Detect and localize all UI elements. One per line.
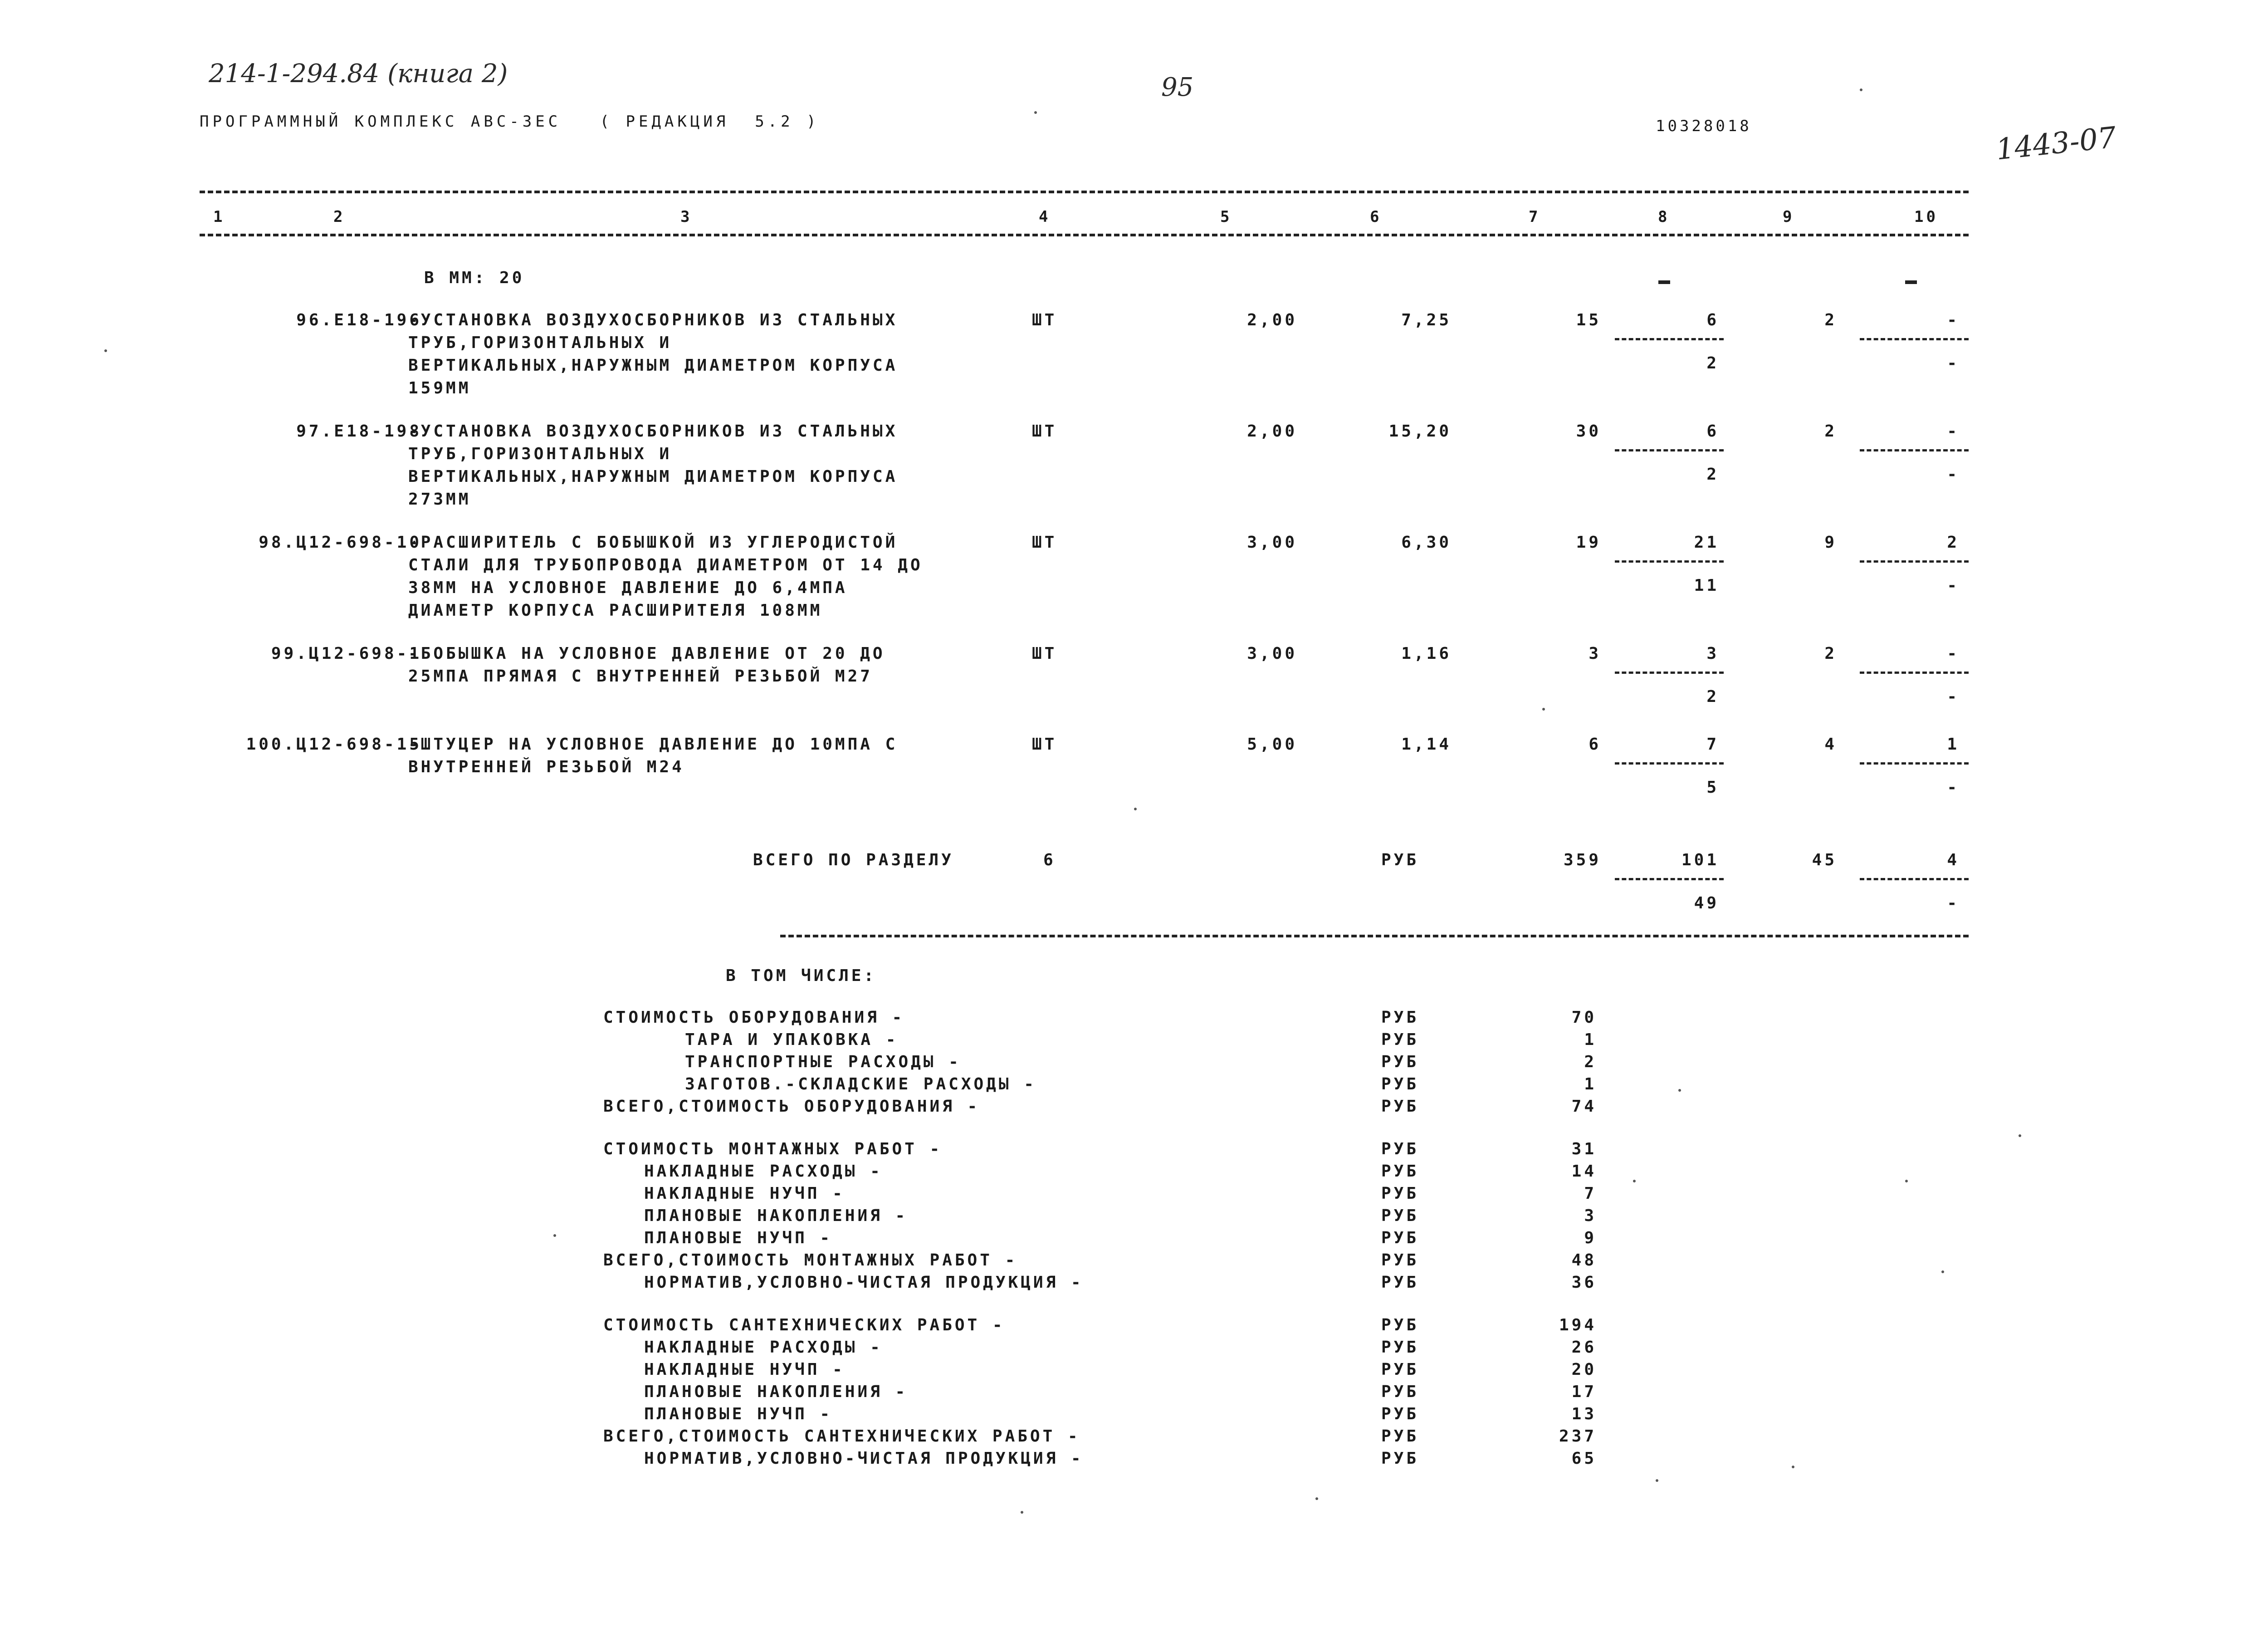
section-total-col10-rule	[1860, 878, 1969, 880]
section-total-value: 359	[1563, 851, 1601, 869]
column-number: 8	[1658, 208, 1670, 226]
row-col8-bottom: 5	[1706, 778, 1719, 797]
breakdown-label: НОРМАТИВ,УСЛОВНО-ЧИСТАЯ ПРОДУКЦИЯ -	[644, 1449, 1084, 1468]
breakdown-unit: РУБ	[1381, 1053, 1419, 1071]
row-col9: 2	[1824, 422, 1837, 441]
column-number: 5	[1220, 208, 1232, 226]
breakdown-value: 2	[1584, 1053, 1597, 1071]
page-number: 95	[1161, 73, 1194, 102]
row-col9: 2	[1824, 311, 1837, 329]
breakdown-value: 14	[1571, 1162, 1597, 1181]
breakdown-unit: РУБ	[1381, 1184, 1419, 1203]
section-total-label: ВСЕГО ПО РАЗДЕЛУ	[753, 851, 954, 869]
row-code: 96.Е18-196	[296, 311, 422, 329]
breakdown-unit: РУБ	[1381, 1140, 1419, 1158]
breakdown-value: 20	[1571, 1360, 1597, 1379]
row-col8-bottom: 2	[1706, 354, 1719, 373]
row-col8-rule	[1615, 762, 1724, 765]
row-col10-top: -	[1947, 311, 1960, 329]
program-title: ПРОГРАММНЫЙ КОМПЛЕКС АВС-3ЕС ( РЕДАКЦИЯ 5.2 )	[200, 113, 820, 131]
column-number: 2	[333, 208, 346, 226]
row-total: 19	[1576, 533, 1601, 552]
column-number: 10	[1914, 208, 1938, 226]
section-note: В ММ: 20	[424, 269, 525, 287]
row-col8-top: 7	[1706, 735, 1719, 754]
row-total: 3	[1589, 644, 1601, 663]
row-col8-rule	[1615, 449, 1724, 451]
row-unit: ШТ	[1032, 735, 1057, 754]
row-unit: ШТ	[1032, 311, 1057, 329]
breakdown-unit: РУБ	[1381, 1273, 1419, 1292]
row-col10-top: 2	[1947, 533, 1960, 552]
row-col10-bottom: -	[1947, 687, 1960, 706]
section-total-col8-top: 101	[1681, 851, 1719, 869]
section-total-unit: РУБ	[1381, 851, 1419, 869]
section-total-col8-bottom: 49	[1694, 894, 1719, 912]
row-unit-price: 1,14	[1401, 735, 1452, 754]
breakdown-unit: РУБ	[1381, 1008, 1419, 1027]
row-unit-price: 1,16	[1401, 644, 1452, 663]
row-col8-bottom: 11	[1694, 576, 1719, 595]
breakdown-label: ЗАГОТОВ.-СКЛАДСКИЕ РАСХОДЫ -	[685, 1075, 1036, 1094]
row-description-line: ТРУБ,ГОРИЗОНТАЛЬНЫХ И	[408, 333, 672, 352]
breakdown-unit: РУБ	[1381, 1427, 1419, 1446]
breakdown-unit: РУБ	[1381, 1206, 1419, 1225]
row-code: 97.Е18-198	[296, 422, 422, 441]
row-description-line: ТРУБ,ГОРИЗОНТАЛЬНЫХ И	[408, 445, 672, 463]
breakdown-value: 13	[1571, 1405, 1597, 1423]
row-description-line: -БОБЫШКА НА УСЛОВНОЕ ДАВЛЕНИЕ ОТ 20 ДО	[408, 644, 885, 663]
breakdown-value: 194	[1559, 1316, 1597, 1334]
row-col10-rule	[1860, 672, 1969, 674]
row-col10-top: -	[1947, 422, 1960, 441]
row-col10-rule	[1860, 449, 1969, 451]
row-description-line: 25МПА ПРЯМАЯ С ВНУТРЕННЕЙ РЕЗЬБОЙ М27	[408, 667, 873, 686]
breakdown-value: 36	[1571, 1273, 1597, 1292]
dash-mark	[1658, 280, 1670, 284]
column-number: 6	[1370, 208, 1382, 226]
row-col10-bottom: -	[1947, 778, 1960, 797]
row-quantity: 3,00	[1247, 644, 1297, 663]
row-description-line: -ШТУЦЕР НА УСЛОВНОЕ ДАВЛЕНИЕ ДО 10МПА С	[408, 735, 898, 754]
row-code: 100.Ц12-698-15	[246, 735, 422, 754]
row-col8-top: 6	[1706, 422, 1719, 441]
breakdown-label: НАКЛАДНЫЕ НУЧП -	[644, 1184, 845, 1203]
breakdown-label: СТОИМОСТЬ САНТЕХНИЧЕСКИХ РАБОТ -	[603, 1316, 1005, 1334]
section-total-rule	[780, 935, 1969, 937]
row-unit-price: 6,30	[1401, 533, 1452, 552]
table-header-rule	[200, 234, 1969, 236]
row-description-line: ВНУТРЕННЕЙ РЕЗЬБОЙ М24	[408, 758, 684, 776]
breakdown-label: СТОИМОСТЬ МОНТАЖНЫХ РАБОТ -	[603, 1140, 943, 1158]
breakdown-unit: РУБ	[1381, 1405, 1419, 1423]
breakdown-value: 7	[1584, 1184, 1597, 1203]
archive-stamp: 1443-07	[1994, 121, 2118, 167]
breakdown-label: ВСЕГО,СТОИМОСТЬ ОБОРУДОВАНИЯ -	[603, 1097, 980, 1116]
column-number: 1	[213, 208, 225, 226]
breakdown-unit: РУБ	[1381, 1338, 1419, 1357]
breakdown-unit: РУБ	[1381, 1162, 1419, 1181]
breakdown-label: ПЛАНОВЫЕ НАКОПЛЕНИЯ -	[644, 1206, 908, 1225]
row-unit: ШТ	[1032, 644, 1057, 663]
breakdown-unit: РУБ	[1381, 1075, 1419, 1094]
breakdown-label: ПЛАНОВЫЕ НАКОПЛЕНИЯ -	[644, 1383, 908, 1401]
breakdown-unit: РУБ	[1381, 1449, 1419, 1468]
breakdown-label: НАКЛАДНЫЕ РАСХОДЫ -	[644, 1338, 883, 1357]
row-unit: ШТ	[1032, 422, 1057, 441]
dash-mark	[1905, 280, 1917, 284]
row-col10-bottom: -	[1947, 354, 1960, 373]
row-col8-rule	[1615, 338, 1724, 340]
column-number: 7	[1529, 208, 1541, 226]
row-col10-rule	[1860, 338, 1969, 340]
row-description-line: ВЕРТИКАЛЬНЫХ,НАРУЖНЫМ ДИАМЕТРОМ КОРПУСА	[408, 356, 898, 375]
breakdown-unit: РУБ	[1381, 1383, 1419, 1401]
row-description-line: 159ММ	[408, 379, 471, 397]
breakdown-value: 70	[1571, 1008, 1597, 1027]
row-col8-bottom: 2	[1706, 687, 1719, 706]
row-col8-bottom: 2	[1706, 465, 1719, 484]
breakdown-label: ТАРА И УПАКОВКА -	[685, 1030, 899, 1049]
breakdown-label: ПЛАНОВЫЕ НУЧП -	[644, 1229, 833, 1247]
breakdown-label: ВСЕГО,СТОИМОСТЬ МОНТАЖНЫХ РАБОТ -	[603, 1251, 1018, 1270]
breakdown-value: 65	[1571, 1449, 1597, 1468]
row-quantity: 2,00	[1247, 311, 1297, 329]
row-description-line: СТАЛИ ДЛЯ ТРУБОПРОВОДА ДИАМЕТРОМ ОТ 14 ДО	[408, 556, 923, 574]
row-col10-rule	[1860, 762, 1969, 765]
doc-code: 214-1-294.84 (книга 2)	[209, 59, 508, 88]
row-col8-top: 21	[1694, 533, 1719, 552]
row-total: 6	[1589, 735, 1601, 754]
column-number: 9	[1783, 208, 1795, 226]
breakdown-value: 1	[1584, 1030, 1597, 1049]
row-code: 99.Ц12-698-1	[271, 644, 422, 663]
row-total: 15	[1576, 311, 1601, 329]
row-col10-top: 1	[1947, 735, 1960, 754]
row-col10-top: -	[1947, 644, 1960, 663]
row-total: 30	[1576, 422, 1601, 441]
breakdown-label: СТОИМОСТЬ ОБОРУДОВАНИЯ -	[603, 1008, 905, 1027]
breakdown-value: 74	[1571, 1097, 1597, 1116]
breakdown-unit: РУБ	[1381, 1229, 1419, 1247]
row-description-line: -УСТАНОВКА ВОЗДУХОСБОРНИКОВ ИЗ СТАЛЬНЫХ	[408, 311, 898, 329]
column-number: 3	[680, 208, 693, 226]
row-col10-bottom: -	[1947, 576, 1960, 595]
breakdown-label: НОРМАТИВ,УСЛОВНО-ЧИСТАЯ ПРОДУКЦИЯ -	[644, 1273, 1084, 1292]
breakdown-label: ТРАНСПОРТНЫЕ РАСХОДЫ -	[685, 1053, 961, 1071]
breakdown-unit: РУБ	[1381, 1316, 1419, 1334]
breakdown-value: 3	[1584, 1206, 1597, 1225]
program-code: 10328018	[1656, 117, 1752, 135]
breakdown-label: НАКЛАДНЫЕ НУЧП -	[644, 1360, 845, 1379]
row-unit-price: 7,25	[1401, 311, 1452, 329]
section-total-col10-top: 4	[1947, 851, 1960, 869]
section-total-col10-bottom: -	[1947, 894, 1960, 912]
row-col9: 2	[1824, 644, 1837, 663]
row-description-line: ВЕРТИКАЛЬНЫХ,НАРУЖНЫМ ДИАМЕТРОМ КОРПУСА	[408, 467, 898, 486]
breakdown-unit: РУБ	[1381, 1030, 1419, 1049]
breakdown-value: 48	[1571, 1251, 1597, 1270]
section-total-col8-rule	[1615, 878, 1724, 880]
table-top-rule	[200, 191, 1969, 193]
breakdown-value: 1	[1584, 1075, 1597, 1094]
row-quantity: 2,00	[1247, 422, 1297, 441]
row-col8-rule	[1615, 560, 1724, 563]
breakdown-value: 31	[1571, 1140, 1597, 1158]
row-col8-top: 6	[1706, 311, 1719, 329]
row-quantity: 3,00	[1247, 533, 1297, 552]
row-col10-rule	[1860, 560, 1969, 563]
breakdown-value: 26	[1571, 1338, 1597, 1357]
row-quantity: 5,00	[1247, 735, 1297, 754]
breakdown-value: 237	[1559, 1427, 1597, 1446]
breakdown-unit: РУБ	[1381, 1360, 1419, 1379]
row-col10-bottom: -	[1947, 465, 1960, 484]
section-total-col9: 45	[1812, 851, 1837, 869]
row-col8-top: 3	[1706, 644, 1719, 663]
including-label: В ТОМ ЧИСЛЕ:	[726, 966, 877, 985]
row-col8-rule	[1615, 672, 1724, 674]
breakdown-value: 9	[1584, 1229, 1597, 1247]
row-description-line: 273ММ	[408, 490, 471, 509]
row-description-line: 38ММ НА УСЛОВНОЕ ДАВЛЕНИЕ ДО 6,4МПА	[408, 579, 848, 597]
column-number: 4	[1039, 208, 1051, 226]
row-unit-price: 15,20	[1388, 422, 1452, 441]
section-total-count: 6	[1043, 851, 1056, 869]
row-description-line: -РАСШИРИТЕЛЬ С БОБЫШКОЙ ИЗ УГЛЕРОДИСТОЙ	[408, 533, 898, 552]
breakdown-unit: РУБ	[1381, 1097, 1419, 1116]
breakdown-unit: РУБ	[1381, 1251, 1419, 1270]
row-col9: 9	[1824, 533, 1837, 552]
row-unit: ШТ	[1032, 533, 1057, 552]
row-code: 98.Ц12-698-10	[259, 533, 422, 552]
breakdown-label: ВСЕГО,СТОИМОСТЬ САНТЕХНИЧЕСКИХ РАБОТ -	[603, 1427, 1080, 1446]
breakdown-value: 17	[1571, 1383, 1597, 1401]
breakdown-label: ПЛАНОВЫЕ НУЧП -	[644, 1405, 833, 1423]
row-description-line: ДИАМЕТР КОРПУСА РАСШИРИТЕЛЯ 108ММ	[408, 601, 823, 620]
row-description-line: -УСТАНОВКА ВОЗДУХОСБОРНИКОВ ИЗ СТАЛЬНЫХ	[408, 422, 898, 441]
row-col9: 4	[1824, 735, 1837, 754]
breakdown-label: НАКЛАДНЫЕ РАСХОДЫ -	[644, 1162, 883, 1181]
